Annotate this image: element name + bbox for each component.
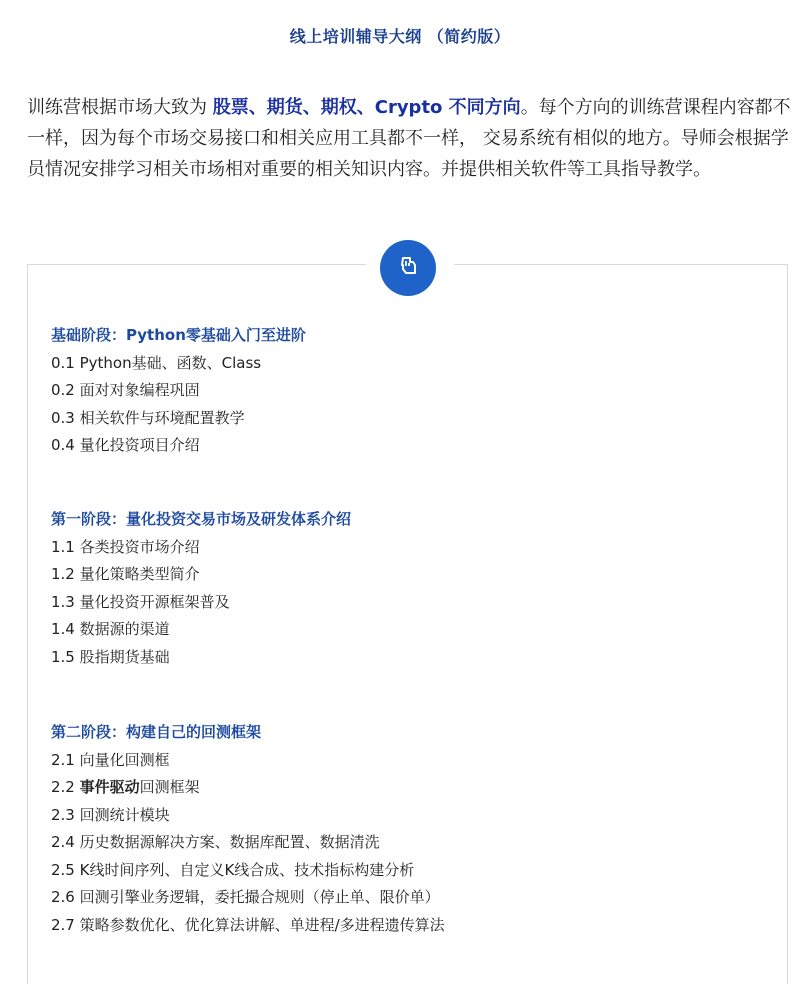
section-stage-1	[51, 506, 771, 671]
list-item: 1.3 量化投资开源框架普及	[51, 592, 230, 611]
intro-text-2: 。每个方向的训练营课程内容都不一样，因为每个市场交易接口和相关应用工具都不一样， 交易系统有相似的地方。导师会根据学员情况安排学习相关市场相对重要的相关知识内容。并提供相关软件等工具指导教学。	[27, 97, 791, 180]
list-item: 2.4 历史数据源解决方案、数据库配置、数据清洗	[51, 833, 380, 851]
list-item: 2.3 回测统计模块	[51, 805, 170, 824]
intro-highlight: 股票、期货、期权、Crypto 不同方向	[212, 97, 521, 118]
intro-paragraph	[27, 92, 792, 185]
hand-pointer-icon	[398, 255, 418, 281]
outline-badge	[380, 240, 436, 296]
list-item: 2.7 策略参数优化、优化算法讲解、单进程/多进程遗传算法	[51, 915, 445, 934]
section-basic	[51, 322, 771, 460]
section-title: 第一阶段：量化投资交易市场及研发体系介绍	[51, 510, 352, 528]
section-stage-2	[51, 719, 771, 939]
section-title: 第二阶段：构建自己的回测框架	[51, 723, 262, 741]
list-item: 0.3 相关软件与环境配置教学	[51, 408, 245, 427]
item-suffix: 回测框架	[139, 778, 200, 796]
list-item: 0.1 Python基础、函数、Class	[51, 353, 262, 372]
item-prefix: 2.2	[51, 778, 80, 796]
list-item: 0.2 面对对象编程巩固	[51, 381, 200, 399]
list-item: 2.1 向量化回测框	[51, 750, 170, 769]
intro-text-1: 训练营根据市场大致为	[27, 97, 213, 118]
page-title: 线上培训辅导大纲 （简约版）	[289, 27, 511, 46]
list-item	[51, 774, 771, 802]
item-bold: 事件驱动	[79, 778, 140, 796]
list-item: 0.4 量化投资项目介绍	[51, 436, 200, 454]
list-item: 1.1 各类投资市场介绍	[51, 537, 200, 556]
list-item: 2.6 回测引擎业务逻辑，委托撮合规则（停止单、限价单）	[51, 888, 440, 906]
list-item: 1.5 股指期货基础	[51, 647, 170, 666]
section-title: 基础阶段：Python零基础入门至进阶	[51, 326, 306, 344]
list-item: 1.2 量化策略类型简介	[51, 565, 200, 583]
list-item: 1.4 数据源的渠道	[51, 620, 170, 638]
list-item: 2.5 K线时间序列、自定义K线合成、技术指标构建分析	[51, 860, 415, 879]
